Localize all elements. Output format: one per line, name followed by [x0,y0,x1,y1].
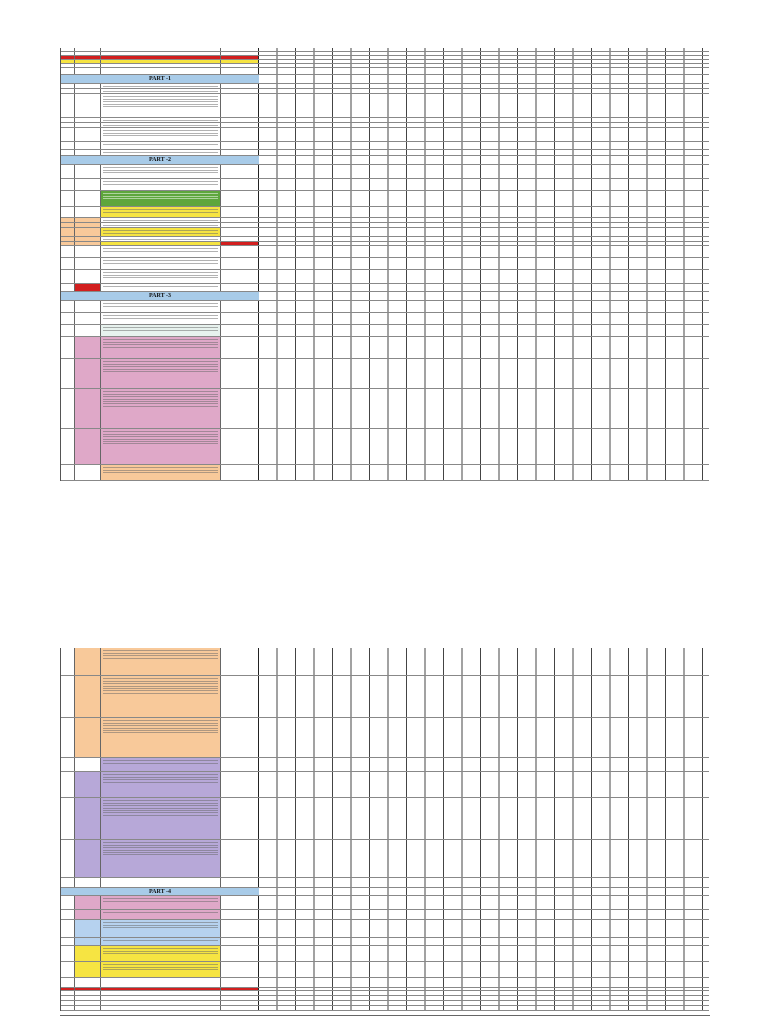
part-title: PART -3 [148,293,172,299]
part-header-2 [61,156,709,165]
worksheet-page-1 [60,48,709,481]
worksheet-page-2 [60,648,709,1011]
part-title: PART -1 [148,76,172,82]
spacer-row [61,68,709,75]
page-footer [60,1015,710,1023]
part-header-1 [61,75,709,84]
part-header-3 [61,292,709,301]
part-title: PART -4 [148,888,172,895]
part-header-4 [61,888,709,896]
part-title: PART -2 [148,157,172,163]
